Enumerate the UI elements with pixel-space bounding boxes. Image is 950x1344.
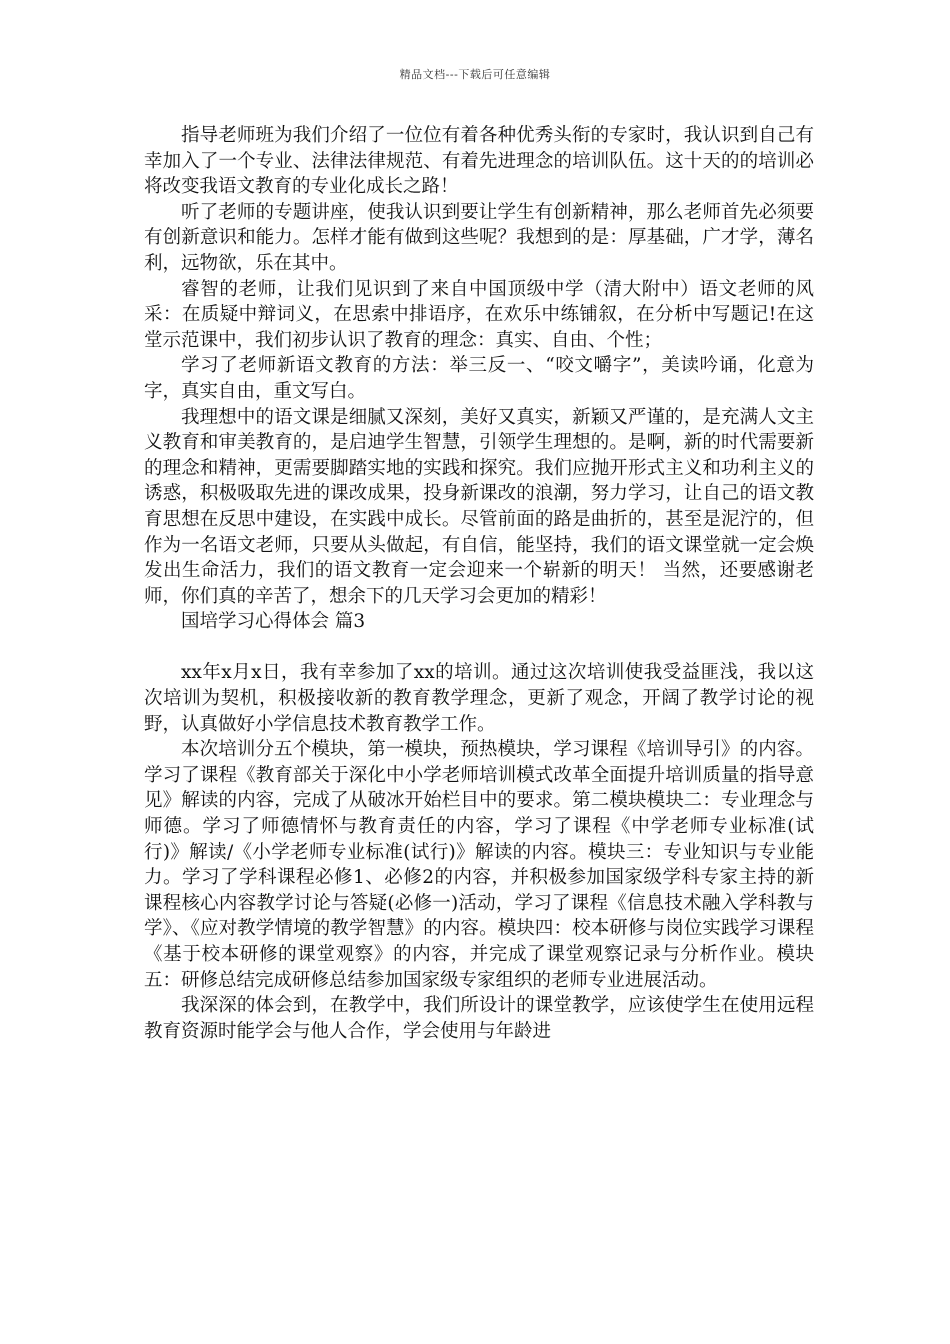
document-body [144, 123, 814, 1044]
paragraph-4: 学习了老师新语文教育的方法：举三反一、“咬文嚼字”，美读吟诵，化意为字，真实自由，重文写白。 [144, 355, 814, 402]
paragraph-7: 本次培训分五个模块，第一模块，预热模块，学习课程《培训导引》的内容。学习了课程《教育部关于深化中小学老师培训模式改革全面提升培训质量的指导意见》解读的内容，完成了从破冰开始栏目中的要求。第二模块模块二：专业理念与师德。学习了师德情怀与教育责任的内容，学习了课程《中学老师专业标准(试行)》解读/《小学老师专业标准(试行)》解读的内容。模块三：专业知识与专业能力。学习了学科课程必修1、必修2的内容，并积极参加国家级学科专家主持的新课程核心内容教学讨论与答疑(必修一)活动，学习了课程《信息技术融入学科教与学》、《应对教学情境的教学智慧》的内容。模块四：校本研修与岗位实践学习课程《基于校本研修的课堂观察》的内容，并完成了课堂观察记录与分析作业。模块五：研修总结完成研修总结参加国家级专家组织的老师专业进展活动。 [144, 739, 814, 991]
section-heading: 国培学习心得体会 篇3 [181, 611, 366, 633]
paragraph-3: 睿智的老师，让我们见识到了来自中国顶级中学（清大附中）语文老师的风采：在质疑中辩词义，在思索中排语序，在欢乐中练铺叙，在分析中写题记!在这堂示范课中，我们初步认识了教育的理念：真实、自由、个性； [144, 278, 814, 351]
paragraph-1: 指导老师班为我们介绍了一位位有着各种优秀头衔的专家时，我认识到自己有幸加入了一个专业、法律法律规范、有着先进理念的培训队伍。这十天的的培训必将改变我语文教育的专业化成长之路！ [144, 125, 814, 198]
paragraph-5: 我理想中的语文课是细腻又深刻，美好又真实，新颖又严谨的，是充满人文主义教育和审美教育的，是启迪学生智慧，引领学生理想的。是啊，新的时代需要新的理念和精神，更需要脚踏实地的实践和探究。我们应抛开形式主义和功利主义的诱惑，积极吸取先进的课改成果，投身新课改的浪潮，努力学习，让自己的语文教育思想在反思中建设，在实践中成长。尽管前面的路是曲折的，甚至是泥泞的，但作为一名语文老师，只要从头做起，有自信，能坚持，我们的语文课堂就一定会焕发出生命活力，我们的语文教育一定会迎来一个崭新的明天！ 当然，还要感谢老师，你们真的辛苦了，想余下的几天学习会更加的精彩！ [144, 406, 814, 607]
page-header: 精品文档---下载后可任意编辑 [399, 68, 551, 81]
paragraph-8: 我深深的体会到，在教学中，我们所设计的课堂教学，应该使学生在使用远程教育资源时能学会与他人合作，学会使用与年龄进 [144, 995, 814, 1042]
paragraph-6: xx年x月x日，我有幸参加了xx的培训。通过这次培训使我受益匪浅，我以这次培训为契机，积极接收新的教育教学理念，更新了观念，开阔了教学讨论的视野，认真做好小学信息技术教育教学工作。 [144, 662, 814, 735]
blank-line [144, 635, 814, 661]
paragraph-2: 听了老师的专题讲座，使我认识到要让学生有创新精神，那么老师首先必须要有创新意识和能力。怎样才能有做到这些呢？我想到的是：厚基础，广才学，薄名利，远物欲，乐在其中。 [144, 201, 814, 274]
